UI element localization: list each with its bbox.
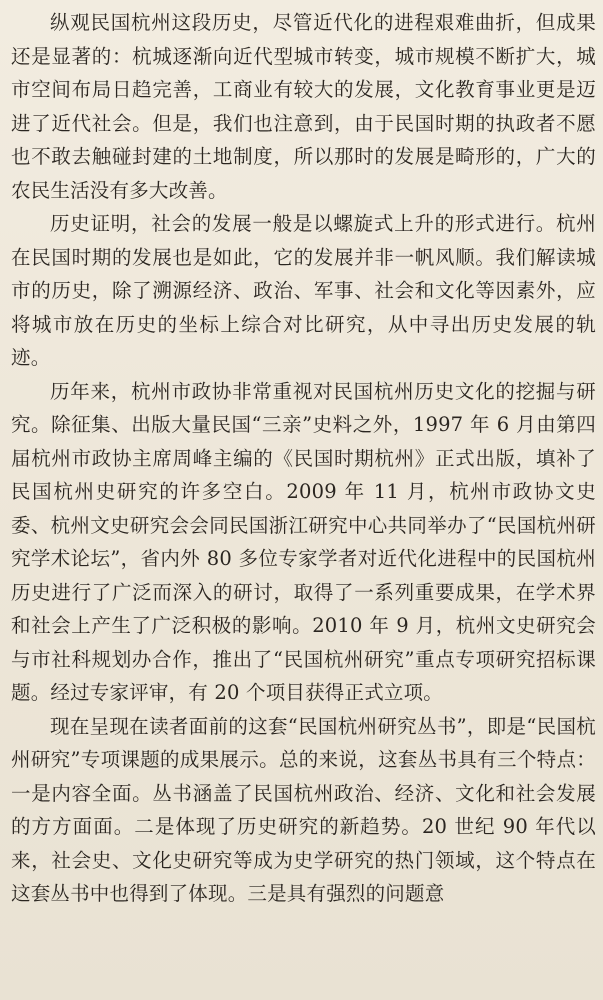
paragraph-4: 现在呈现在读者面前的这套“民国杭州研究丛书”，即是“民国杭州研究”专项课题的成果展示。总的来说，这套丛书具有三个特点：一是内容全面。丛书涵盖了民国杭州政治、经济、文化和社会发展的方方面面。二是体现了历史研究的新趋势。20 世纪 90 年代以来，社会史、文化史研究等成为史学研究的热门领域，这个特点在这套丛书中也得到了体现。三是具有强烈的问题意 xyxy=(11,714,596,905)
body-text xyxy=(11,6,596,911)
paragraph-2: 历史证明，社会的发展一般是以螺旋式上升的形式进行。杭州在民国时期的发展也是如此，它的发展并非一帆风顺。我们解读城市的历史，除了溯源经济、政治、军事、社会和文化等因素外，应将城市放在历史的坐标上综合对比研究，从中寻出历史发展的轨迹。 xyxy=(11,212,596,369)
paragraph-1: 纵观民国杭州这段历史，尽管近代化的进程艰难曲折，但成果还是显著的：杭城逐渐向近代型城市转变，城市规模不断扩大，城市空间布局日趋完善，工商业有较大的发展，文化教育事业更是迈进了近代社会。但是，我们也注意到，由于民国时期的执政者不愿也不敢去触碰封建的土地制度，所以那时的发展是畸形的，广大的农民生活没有多大改善。 xyxy=(11,11,596,202)
paragraph-3: 历年来，杭州市政协非常重视对民国杭州历史文化的挖掘与研究。除征集、出版大量民国“三亲”史料之外，1997 年 6 月由第四届杭州市政协主席周峰主编的《民国时期杭州》正式出版，填补了民国杭州史研究的许多空白。2009 年 11 月，杭州市政协文史委、杭州文史研究会会同民国浙江研究中心共同举办了“民国杭州研究学术论坛”，省内外 80 多位专家学者对近代化进程中的民国杭州历史进行了广泛而深入的研讨，取得了一系列重要成果，在学术界和社会上产生了广泛积极的影响。2010 年 9 月，杭州文史研究会与市社科规划办合作，推出了“民国杭州研究”重点专项研究招标课题。经过专家评审，有 20 个项目获得正式立项。 xyxy=(11,379,596,704)
